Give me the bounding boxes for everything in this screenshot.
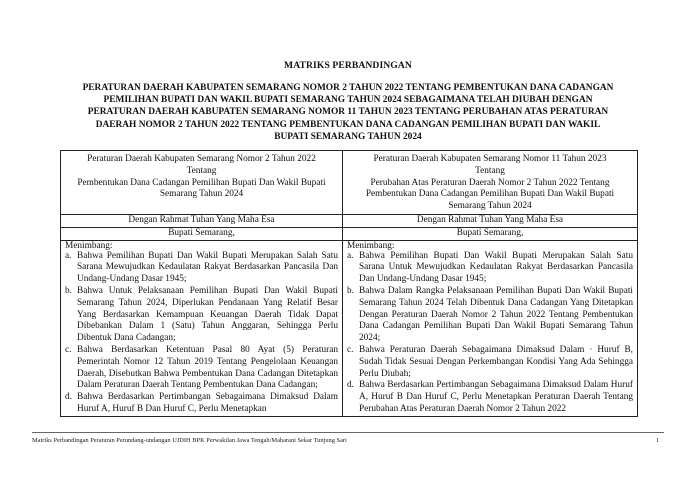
left-header-line: Semarang Tahun 2024 bbox=[159, 189, 244, 200]
item-text: Bahwa Dalam Rangka Pelaksanaan Pemilihan Bupati Dan Wakil Bupati Semarang Tahun 2024 Telah Dibentuk Dana Cadangan Yang Ditetapkan Dengan Peraturan Daerah Nomor 2 Tahun 2022 Tentang Pembentukan Dana Cadangan Pemilihan Bupati Dan Wakil Bupati Semarang Tahun 2024; bbox=[359, 285, 633, 344]
bupati-row bbox=[61, 227, 638, 240]
item-text: Bahwa Peraturan Daerah Sebagaimana Dimaksud Dalam · Huruf B, Sudah Tidak Sesuai Dengan Perkembangan Kondisi Yang Ada Sehingga Perlu Diubah; bbox=[359, 344, 633, 379]
item-label: a. bbox=[65, 250, 72, 261]
subtitle-line: PERATURAN DAERAH KABUPATEN SEMARANG NOMOR 11 TAHUN 2023 TENTANG PERUBAHAN ATAS PERATURAN bbox=[87, 107, 609, 118]
item-text: Bahwa Berdasarkan Pertimbangan Sebagaimana Dimaksud Dalam Huruf A, Huruf B Dan Huruf C, Perlu Menetapkan Peraturan Daerah Tentang Perubahan Atas Peraturan Daerah Nomor 2 Tahun 2022 bbox=[359, 380, 633, 414]
item-label: b. bbox=[347, 285, 354, 296]
right-item-b bbox=[347, 286, 633, 345]
left-item-b bbox=[65, 286, 338, 345]
item-label: a. bbox=[347, 250, 354, 261]
page-number: 1 bbox=[656, 437, 660, 444]
left-bupati-cell: Bupati Semarang, bbox=[61, 227, 343, 240]
right-header-line: Peraturan Daerah Kabupaten Semarang Nomor 11 Tahun 2023 bbox=[373, 154, 607, 164]
item-text: Bahwa Pemilihan Bupati Dan Wakil Bupati Merupakan Salah Satu Sarana Untuk Mewujudkan Kedaulatan Rakyat Berdasarkan Pancasila Dan Undang-Undang Dasar 1945; bbox=[359, 250, 633, 285]
item-label: c. bbox=[65, 344, 72, 355]
item-label: b. bbox=[65, 285, 72, 296]
item-text: Bahwa Berdasarkan Pertimbangan Sebagaimana Dimaksud Dalam Huruf A, Huruf B Dan Huruf C, Perlu Menetapkan bbox=[77, 392, 338, 414]
footer-divider bbox=[32, 432, 664, 433]
menimbang-row bbox=[61, 240, 638, 416]
subtitle-line: BUPATI SEMARANG TAHUN 2024 bbox=[274, 131, 422, 142]
left-item-c bbox=[65, 345, 338, 392]
left-menimbang-heading: Menimbang: bbox=[65, 240, 113, 251]
subtitle-line: DAERAH NOMOR 2 TAHUN 2022 TENTANG PEMBENTUKAN DANA CADANGAN PEMILIHAN BUPATI DAN WAKIL bbox=[95, 119, 601, 130]
right-header-line: Pembentukan Dana Cadangan Pemilihan Bupati Dan Wakil Bupati bbox=[365, 189, 615, 200]
left-rahmat-cell: Dengan Rahmat Tuhan Yang Maha Esa bbox=[61, 214, 343, 227]
item-label: c. bbox=[347, 344, 354, 355]
right-bupati-cell: Bupati Semarang, bbox=[343, 227, 638, 240]
subtitle-line: PERATURAN DAERAH KABUPATEN SEMARANG NOMOR 2 TAHUN 2022 TENTANG PEMBENTUKAN DANA CADANGAN bbox=[82, 83, 614, 93]
right-item-d bbox=[347, 380, 633, 415]
item-label: d. bbox=[347, 380, 354, 391]
left-header-line: Pembentukan Dana Cadangan Pemilihan Bupati Dan Wakil Bupati bbox=[77, 177, 326, 188]
right-header-cell bbox=[343, 151, 638, 215]
item-text: Bahwa Berdasarkan Ketentuan Pasal 80 Ayat (5) Peraturan Pemerintah Nomor 12 Tahun 2019 Tentang Pengelolaan Keuangan Daerah, Disebutkan Bahwa Pembentukan Dana Cadangan Ditetapkan Dalam Peraturan Daerah Tentang Pembentukan Dana Cadangan; bbox=[77, 344, 338, 391]
right-rahmat-cell: Dengan Rahmat Tuhan Yang Maha Esa bbox=[343, 214, 638, 227]
left-header-line: Tentang bbox=[186, 165, 217, 176]
right-header-line: Perubahan Atas Peraturan Daerah Nomor 2 Tahun 2022 Tentang bbox=[370, 177, 610, 188]
right-menimbang-cell bbox=[343, 240, 638, 416]
right-item-a bbox=[347, 251, 633, 286]
right-header-line: Semarang Tahun 2024 bbox=[448, 201, 532, 212]
left-item-d bbox=[65, 392, 338, 416]
subtitle-line: PEMILIHAN BUPATI DAN WAKIL BUPATI SEMARANG TAHUN 2024 SEBAGAIMANA TELAH DIUBAH DENGAN bbox=[103, 95, 593, 106]
item-text: Bahwa Pemilihan Bupati Dan Wakil Bupati Merupakan Salah Satu Sarana Mewujudkan Kedaulatan Rakyat Berdasarkan Pancasila Dan Undang-Undang Dasar 1945; bbox=[77, 250, 338, 285]
page-footer: Matriks Perbandingan Peraturan Perundang-undangan UJDIH BPK Perwakilan Jawa Tengah/Maharani Sekar Tunjung Sari bbox=[32, 437, 347, 444]
rahmat-row bbox=[61, 214, 638, 227]
left-header-cell bbox=[61, 151, 343, 215]
right-header-line: Tentang bbox=[475, 165, 505, 176]
right-item-c bbox=[347, 345, 633, 380]
left-header-line: Peraturan Daerah Kabupaten Semarang Nomor 2 Tahun 2022 bbox=[87, 154, 316, 164]
document-title: MATRIKS PERBANDINGAN bbox=[284, 60, 412, 71]
left-item-a bbox=[65, 251, 338, 286]
item-label: d. bbox=[65, 392, 72, 403]
document-subtitle bbox=[58, 82, 638, 143]
left-menimbang-cell bbox=[61, 240, 343, 416]
right-menimbang-heading: Menimbang: bbox=[347, 240, 395, 251]
comparison-table bbox=[60, 150, 638, 417]
item-text: Bahwa Untuk Pelaksanaan Pemilihan Bupati Dan Wakil Bupati Semarang Tahun 2024, Diperlukan Pendanaan Yang Relatif Besar Yang Berdasarkan Kemampuan Keuangan Daerah Tidak Dapat Dibebankan Dalam 1 (Satu) Tahun Anggaran, Sehingga Perlu Dibentuk Dana Cadangan; bbox=[77, 285, 338, 344]
header-row bbox=[61, 151, 638, 215]
